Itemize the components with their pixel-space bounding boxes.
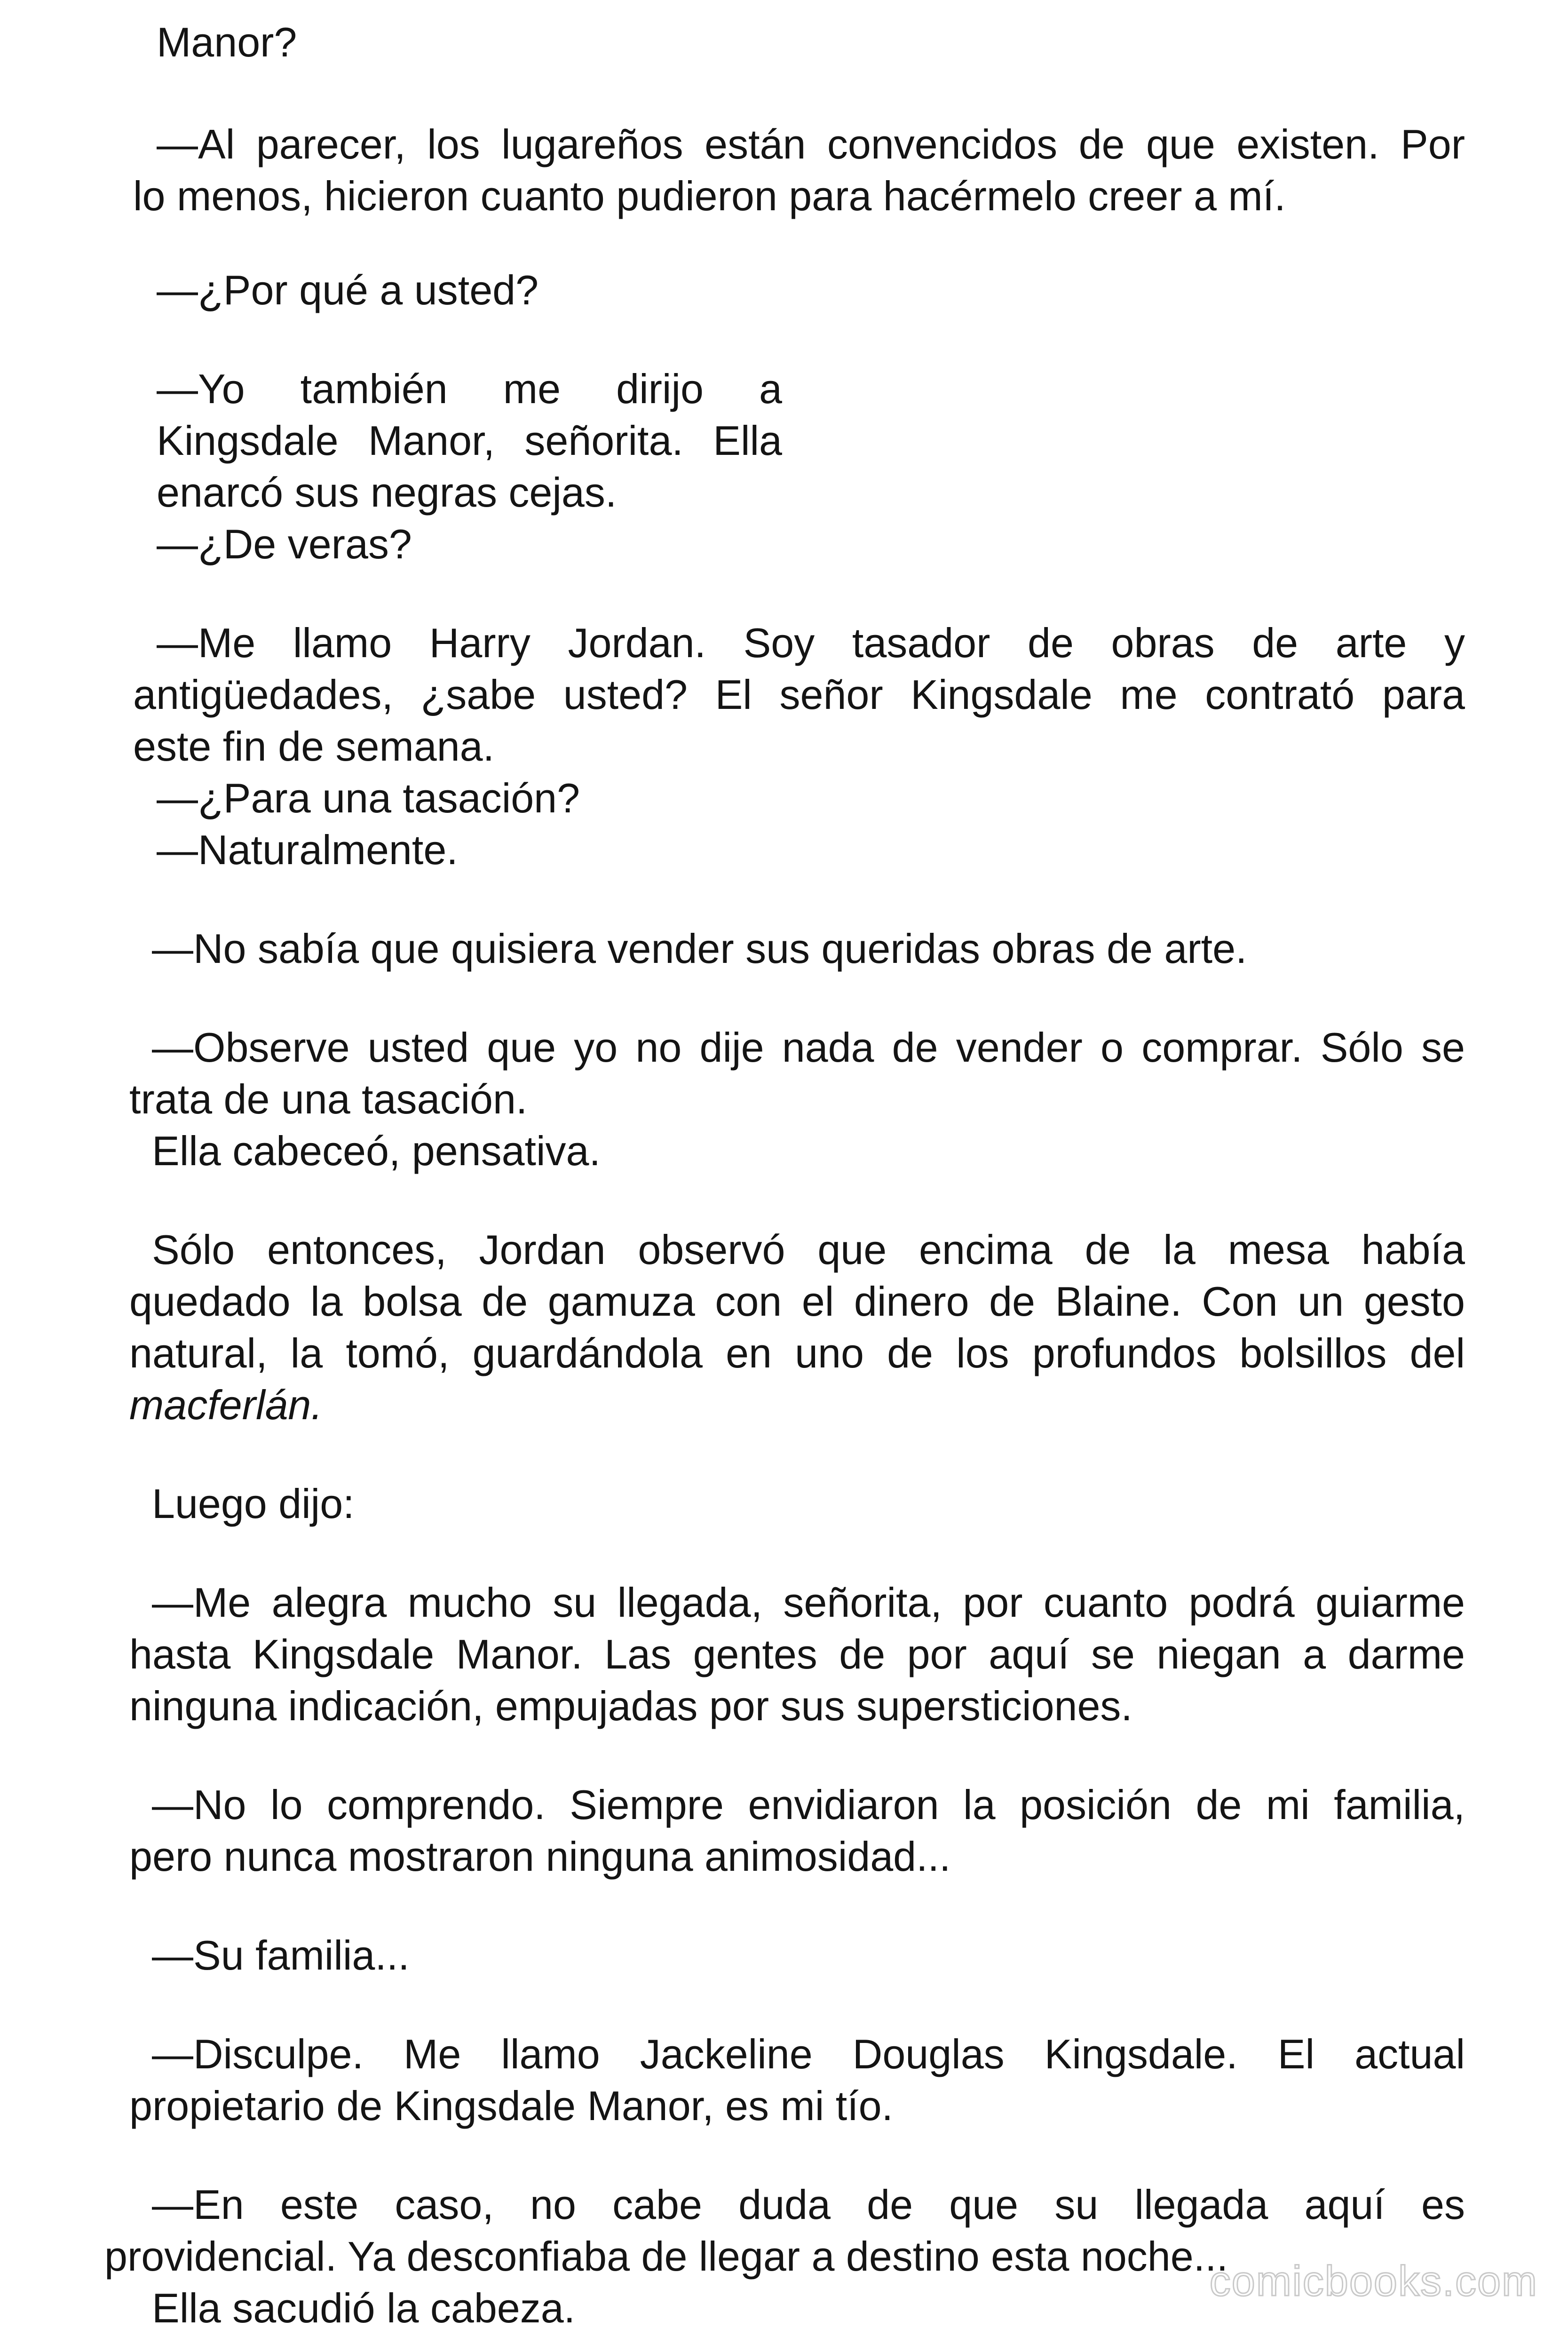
text-line: Ella sacudió la cabeza. (152, 2285, 576, 2331)
text-line: —En este caso, no cabe duda de que su llegada aquí es (152, 2181, 1465, 2228)
text-line: —¿Por qué a usted? (157, 267, 539, 313)
text-line: antigüedades, ¿sabe usted? El señor Kingsdale me contrató para (133, 671, 1465, 718)
text-line: —Observe usted que yo no dije nada de vender o comprar. Sólo se (152, 1024, 1465, 1071)
text-line: lo menos, hicieron cuanto pudieron para hacérmelo creer a mí. (133, 173, 1286, 219)
text-line-italic: macferlán. (129, 1382, 323, 1428)
text-line: —Me llamo Harry Jordan. Soy tasador de obras de arte y (157, 620, 1465, 666)
text-line: Ella cabeceó, pensativa. (152, 1128, 601, 1174)
text-line: —Su familia... (152, 1932, 410, 1979)
text-line: natural, la tomó, guardándola en uno de los profundos bolsillos del (129, 1330, 1465, 1376)
text-line: trata de una tasación. (129, 1076, 528, 1122)
text-line: ninguna indicación, empujadas por sus supersticiones. (129, 1683, 1132, 1729)
text-line: —Yo también me dirijo a (157, 366, 782, 412)
text-line: Manor? (157, 19, 297, 65)
text-line: —No sabía que quisiera vender sus queridas obras de arte. (152, 925, 1247, 972)
text-line: —Disculpe. Me llamo Jackeline Douglas Kingsdale. El actual (152, 2031, 1465, 2077)
text-line: Luego dijo: (152, 1480, 355, 1527)
text-line: pero nunca mostraron ninguna animosidad... (129, 1833, 951, 1880)
text-line: quedado la bolsa de gamuza con el dinero de Blaine. Con un gesto (129, 1278, 1465, 1325)
text-line: este fin de semana. (133, 723, 495, 770)
text-line: —¿Para una tasación? (157, 775, 580, 821)
text-line: —Al parecer, los lugareños están convencidos de que existen. Por (157, 121, 1465, 167)
text-line: —No lo comprendo. Siempre envidiaron la posición de mi familia, (152, 1781, 1465, 1828)
text-line: propietario de Kingsdale Manor, es mi tío. (129, 2082, 894, 2129)
text-line: —¿De veras? (157, 521, 412, 567)
text-line: —Naturalmente. (157, 826, 458, 873)
watermark: comicbooks.com (1209, 2258, 1538, 2305)
text-line: —Me alegra mucho su llegada, señorita, por cuanto podrá guiarme (152, 1579, 1465, 1626)
text-line: enarcó sus negras cejas. (157, 469, 617, 516)
text-line: providencial. Ya desconfiaba de llegar a destino esta noche... (104, 2233, 1228, 2280)
text-line: Sólo entonces, Jordan observó que encima de la mesa había (152, 1226, 1465, 1273)
text-line: hasta Kingsdale Manor. Las gentes de por aquí se niegan a darme (129, 1631, 1465, 1677)
text-line: Kingsdale Manor, señorita. Ella (157, 417, 782, 464)
